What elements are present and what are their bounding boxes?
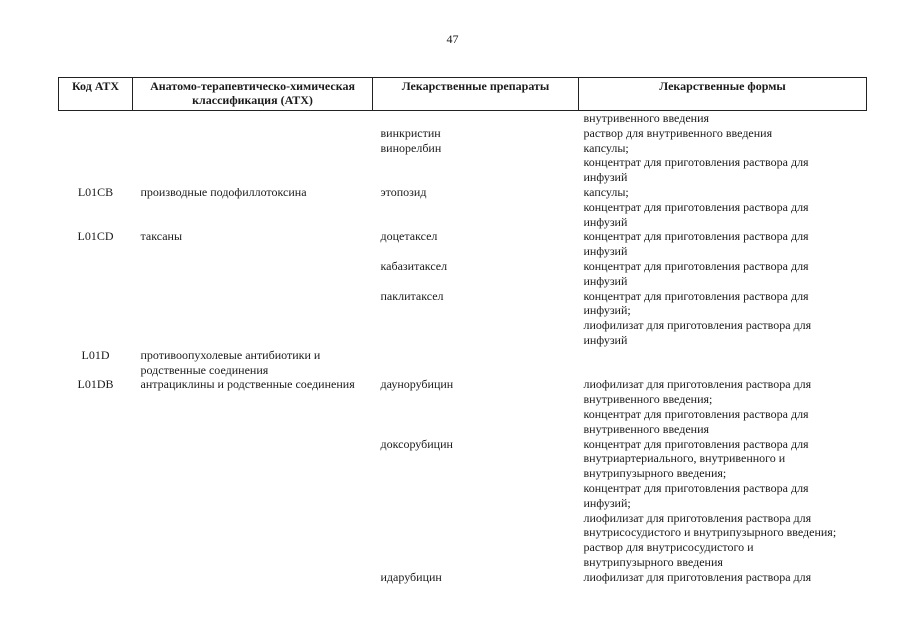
atx-classification-cell <box>133 111 373 126</box>
dosage-form-line: внутрипузырного введения <box>583 554 723 569</box>
table-body <box>59 111 867 585</box>
table-row <box>59 377 867 436</box>
drug-name-cell: даунорубицин <box>380 377 454 392</box>
table-row <box>59 141 867 185</box>
atx-code-cell: L01DB <box>77 377 114 392</box>
dosage-form-line: инфузий; <box>583 303 631 318</box>
atx-code-cell: L01CB <box>77 184 114 199</box>
atx-code-cell <box>59 141 133 185</box>
header-classification: Анатомо-терапевтическо-химическая классификация (АТХ) <box>133 78 373 111</box>
atx-code-cell <box>59 111 133 126</box>
table-row <box>59 111 867 126</box>
drug-name-cell <box>373 111 579 126</box>
dosage-form-line: внутрисосудистого и внутрипузырного введения; <box>583 525 837 540</box>
dosage-form-line: лиофилизат для приготовления раствора для <box>583 510 812 525</box>
drug-name-cell: винкристин <box>380 125 441 140</box>
table-row <box>59 289 867 348</box>
dosage-form-line: капсулы; <box>583 140 629 155</box>
header-code: Код АТХ <box>59 78 133 111</box>
drug-name-cell: кабазитаксел <box>380 258 448 273</box>
table-row <box>59 229 867 259</box>
dosage-forms-cell <box>579 229 867 259</box>
atx-classification-cell <box>133 141 373 185</box>
dosage-form-line: раствор для внутривенного введения <box>583 125 773 140</box>
atx-classification-cell <box>133 289 373 348</box>
table-row <box>59 348 867 378</box>
dosage-form-line: концентрат для приготовления раствора для <box>583 436 809 451</box>
atx-classification-cell <box>133 437 373 570</box>
drug-name-cell: доксорубицин <box>380 436 453 451</box>
table-row <box>59 437 867 570</box>
dosage-form-line: внутриартериального, внутривенного и <box>583 451 786 466</box>
dosage-form-line: внутривенного введения; <box>583 392 713 407</box>
table-row <box>59 126 867 141</box>
drug-name-cell: доцетаксел <box>380 229 438 244</box>
dosage-form-line: концентрат для приготовления раствора для <box>583 406 809 421</box>
dosage-form-line: инфузий <box>583 214 628 229</box>
dosage-form-line: внутривенного введения <box>583 421 710 436</box>
atx-table <box>58 77 867 585</box>
dosage-form-line: инфузий; <box>583 495 631 510</box>
table-header <box>59 78 867 111</box>
dosage-form-line: концентрат для приготовления раствора для <box>583 199 809 214</box>
drug-name-cell <box>373 348 579 378</box>
dosage-forms-cell <box>579 126 867 141</box>
dosage-form-line: инфузий <box>583 244 628 259</box>
dosage-form-line: инфузий <box>583 273 628 288</box>
atx-code-cell <box>59 259 133 289</box>
header-forms: Лекарственные формы <box>579 78 867 111</box>
atx-code-cell <box>59 437 133 570</box>
atx-code-cell <box>59 289 133 348</box>
dosage-forms-cell <box>579 437 867 570</box>
dosage-forms-cell <box>579 259 867 289</box>
dosage-form-line: концентрат для приготовления раствора для <box>583 155 809 170</box>
dosage-form-line: концентрат для приготовления раствора для <box>583 258 809 273</box>
dosage-form-line: концентрат для приготовления раствора для <box>583 480 809 495</box>
atx-code-cell: L01D <box>81 347 110 362</box>
atx-classification-cell: производные подофиллотоксина <box>140 184 307 199</box>
table-row <box>59 185 867 229</box>
drug-name-cell: винорелбин <box>380 140 442 155</box>
dosage-form-line: инфузий <box>583 170 628 185</box>
atx-code-cell: L01CD <box>77 229 114 244</box>
drug-name-cell: этопозид <box>380 184 427 199</box>
dosage-form-line: лиофилизат для приготовления раствора для <box>583 377 812 392</box>
atx-classification-cell: противоопухолевые антибиотики и родственные соединения <box>140 347 321 377</box>
dosage-form-line: внутрипузырного введения; <box>583 466 727 481</box>
dosage-forms-cell <box>579 185 867 229</box>
atx-code-cell <box>59 570 133 585</box>
dosage-form-line: внутривенного введения <box>583 111 710 125</box>
page-number: 47 <box>446 32 459 46</box>
drug-name-cell: идарубицин <box>380 569 442 584</box>
dosage-form-line: раствор для внутрисосудистого и <box>583 540 754 555</box>
dosage-form-line: лиофилизат для приготовления раствора для <box>583 569 812 584</box>
drug-name-cell: паклитаксел <box>380 288 444 303</box>
dosage-form-line: инфузий <box>583 332 628 347</box>
dosage-form-line: концентрат для приготовления раствора для <box>583 229 809 244</box>
dosage-forms-cell <box>579 348 867 378</box>
dosage-form-line: лиофилизат для приготовления раствора для <box>583 318 812 333</box>
dosage-forms-cell <box>579 141 867 185</box>
atx-classification-cell <box>133 570 373 585</box>
dosage-form-line: капсулы; <box>583 184 629 199</box>
dosage-forms-cell <box>579 570 867 585</box>
table-row <box>59 570 867 585</box>
atx-classification-cell: антрациклины и родственные соединения <box>140 377 355 392</box>
atx-code-cell <box>59 126 133 141</box>
dosage-forms-cell <box>579 377 867 436</box>
dosage-forms-cell <box>579 111 867 126</box>
dosage-form-line: концентрат для приготовления раствора для <box>583 288 809 303</box>
atx-classification-cell <box>133 126 373 141</box>
atx-classification-cell <box>133 259 373 289</box>
atx-classification-cell: таксаны <box>140 229 183 244</box>
dosage-forms-cell <box>579 289 867 348</box>
table-row <box>59 259 867 289</box>
header-drugs: Лекарственные препараты <box>373 78 579 111</box>
